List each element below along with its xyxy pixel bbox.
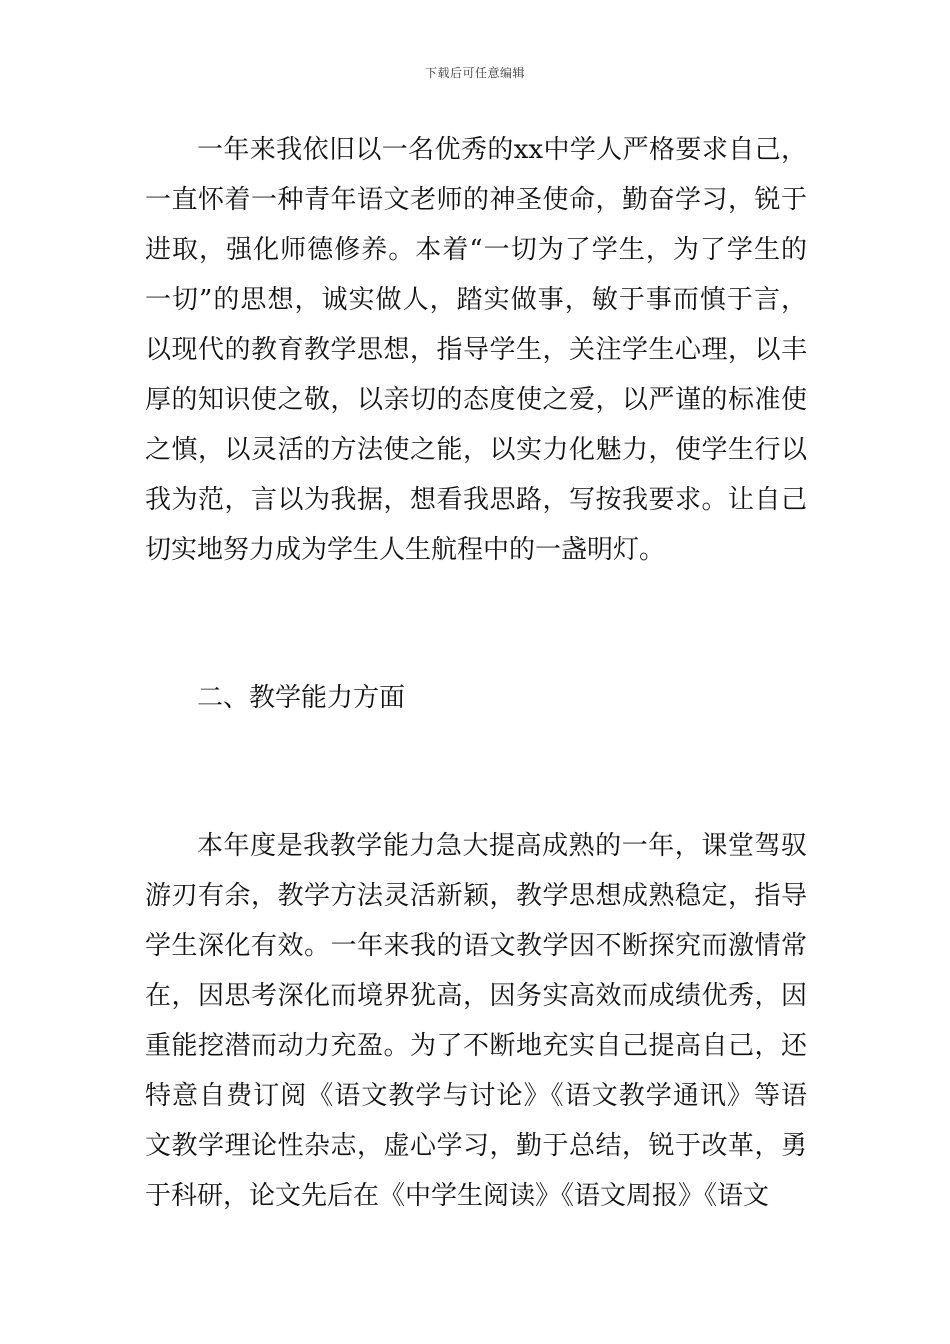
paragraph-2: 本年度是我教学能力急大提高成熟的一年，课堂驾驭游刃有余，教学方法灵活新颖，教学思想成熟稳定，指导学生深化有效。一年来我的语文教学因不断探究而激情常在，因思考深化而境界犹高，因务实高效而成绩优秀，因重能挖潜而动力充盈。为了不断地充实自己提高自己，还特意自费订阅《语文教学与讨论》《语文教学通讯》等语文教学理论性杂志，虚心学习，勤于总结，锐于改革，勇于科研，论文先后在《中学生阅读》《语文周报》《语文 <box>145 831 807 1211</box>
section-heading-teaching-ability: 二、教学能力方面 <box>197 683 406 713</box>
page-header-note: 下载后可任意编辑 <box>424 66 525 80</box>
paragraph-1: 一年来我依旧以一名优秀的xx中学人严格要求自己，一直怀着一种青年语文老师的神圣使命，勤奋学习，锐于进取，强化师德修养。本着“一切为了学生，为了学生的一切”的思想，诚实做人，踏实做事，敏于事而慎于言，以现代的教育教学思想，指导学生，关注学生心理，以丰厚的知识使之敬，以亲切的态度使之爱，以严谨的标准使之慎，以灵活的方法使之能，以实力化魅力，使学生行以我为范，言以为我据，想看我思路，写按我要求。让自己切实地努力成为学生人生航程中的一盏明灯。 <box>145 135 807 565</box>
document-body <box>145 125 807 1221</box>
